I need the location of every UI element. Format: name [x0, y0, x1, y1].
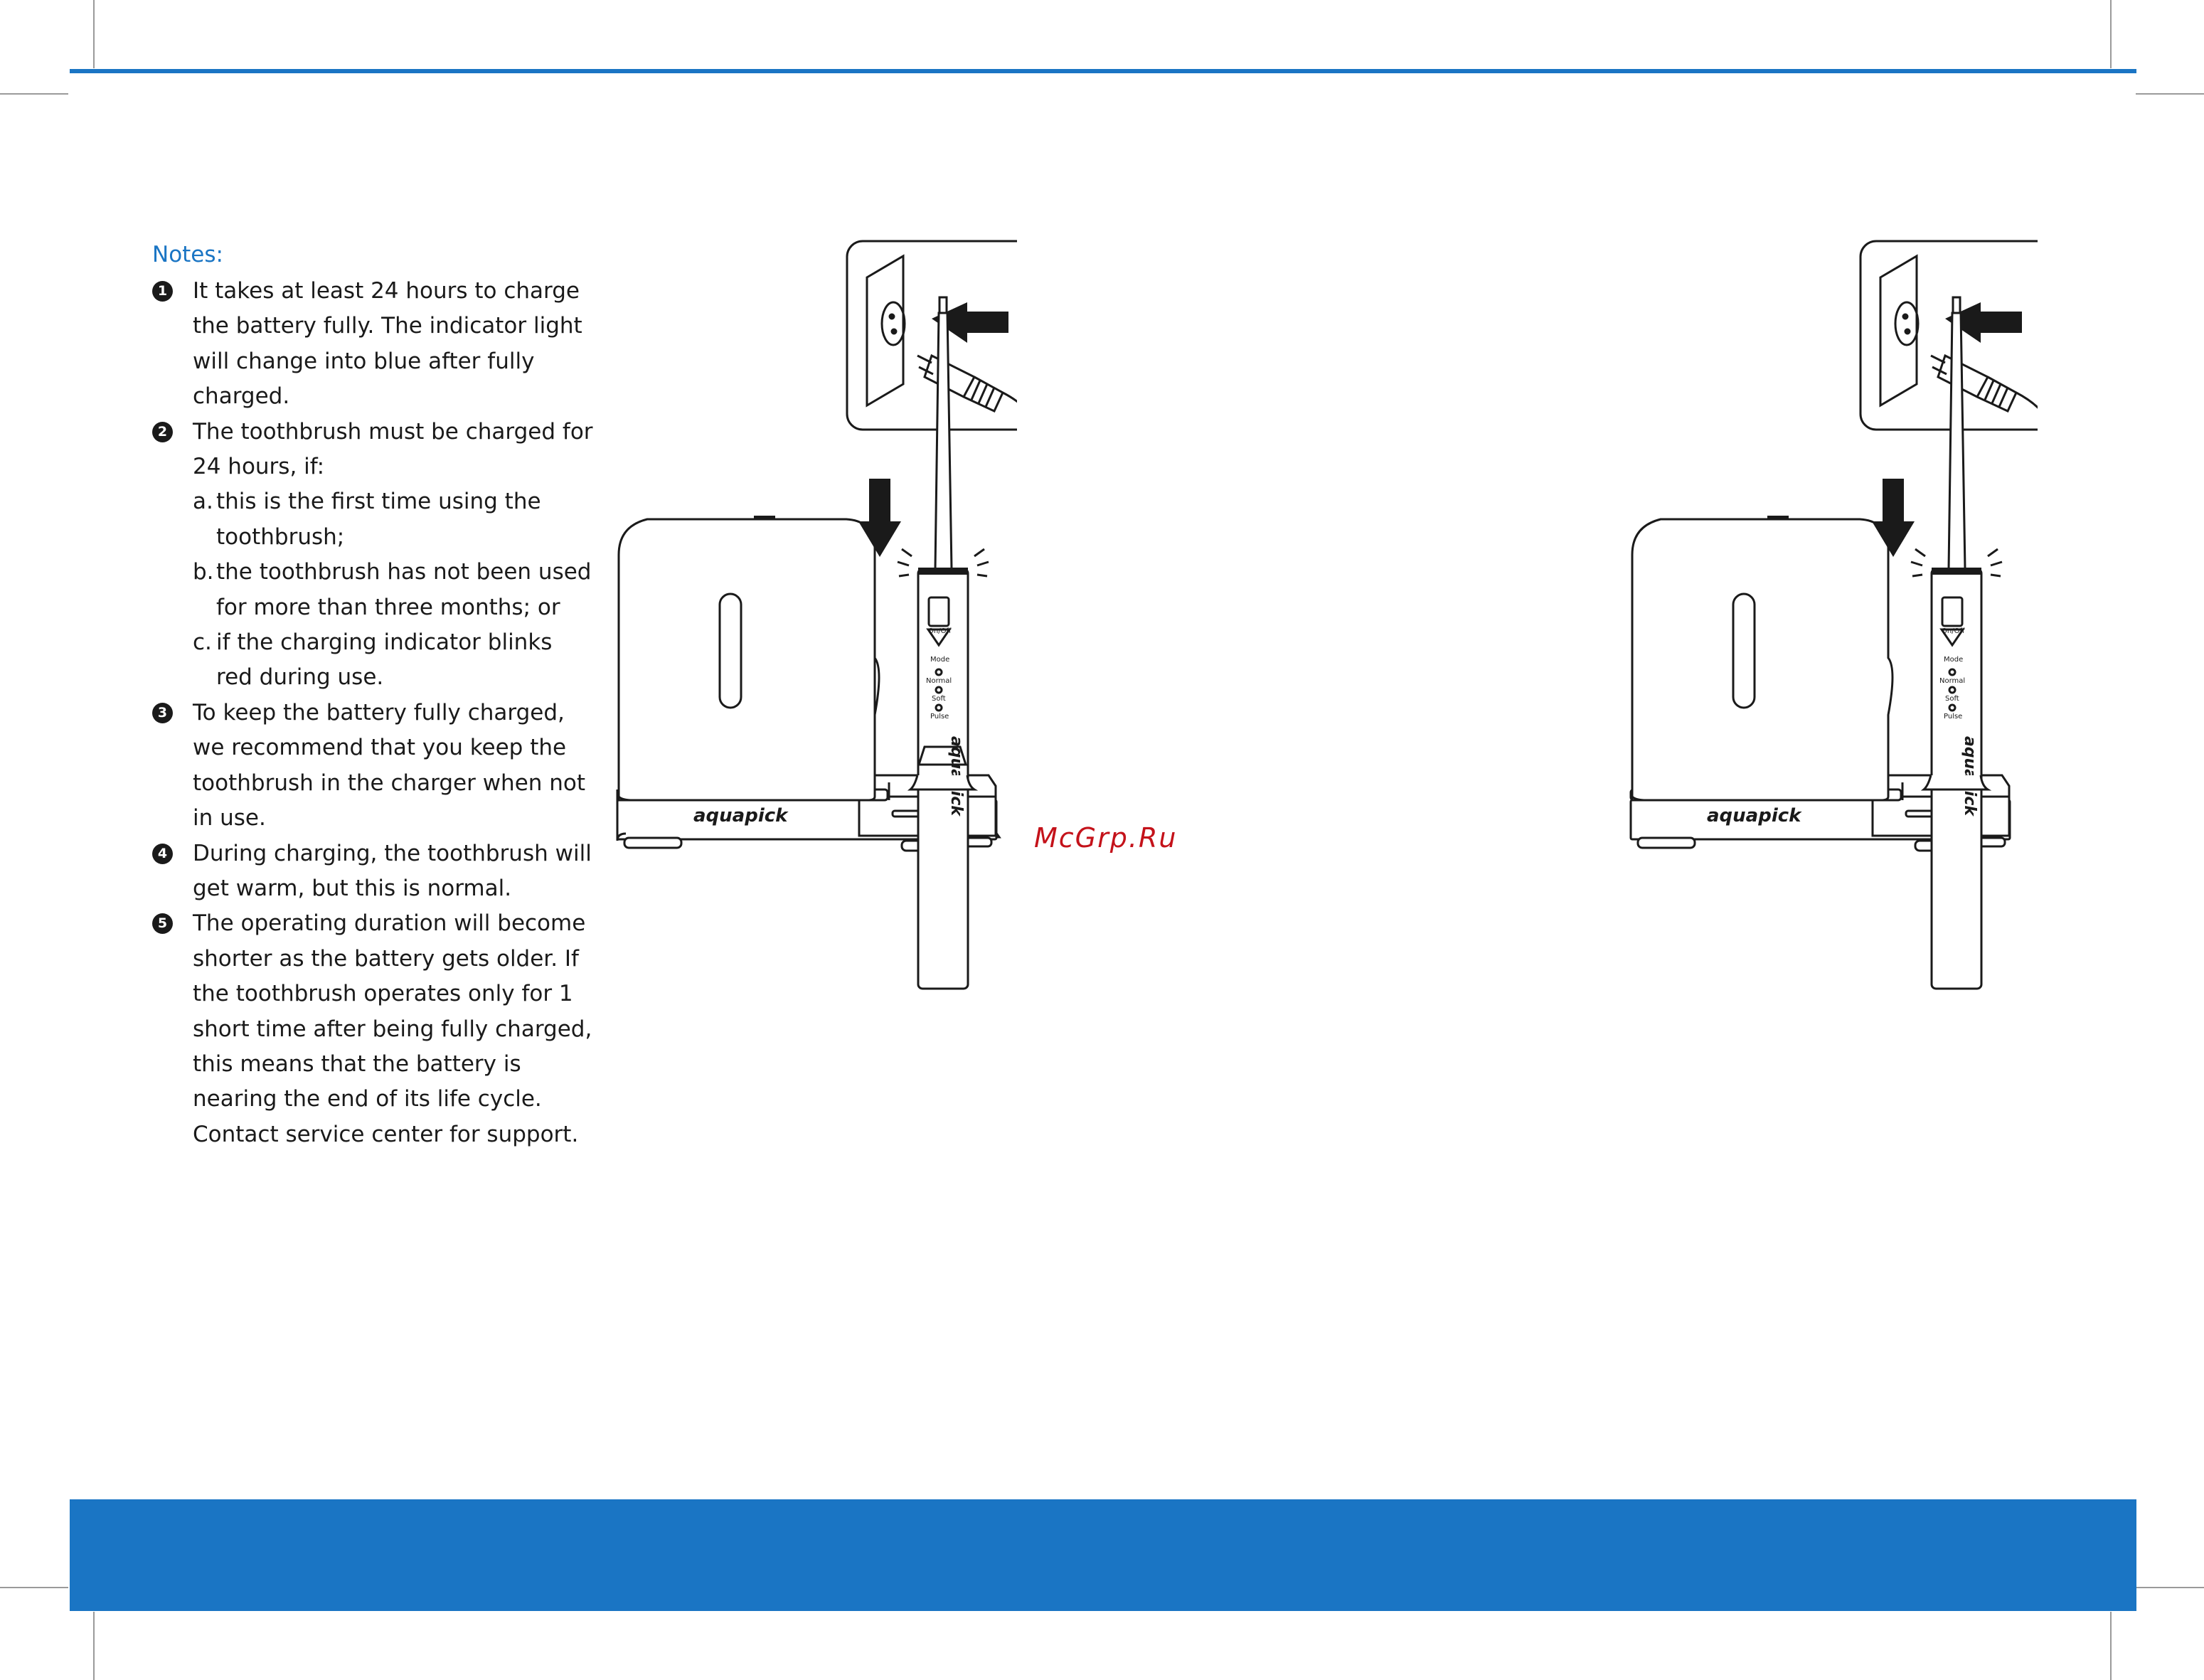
- subitem-text: this is the first time using the toothbrush;: [216, 489, 541, 550]
- note-text: The toothbrush must be charged for 24 hours, if:: [193, 418, 593, 480]
- note-text: The operating duration will become shorter as the battery gets older. If the toothbrush operates only for 1 short time after being fully charged, this means that the battery is nearing the end of its life cycle. Contact service center for support.: [193, 910, 592, 1147]
- crop-mark: [93, 1612, 95, 1680]
- crop-mark: [0, 93, 68, 95]
- note-text: To keep the battery fully charged, we recommend that you keep the toothbrush in the charger when not in use.: [193, 699, 586, 831]
- button-label-normal: Normal: [926, 677, 952, 685]
- button-label-mode: Mode: [930, 656, 950, 664]
- note-number-badge: 5: [152, 913, 173, 934]
- arrow-down-icon: [986, 957, 994, 999]
- charger-reservoir: [619, 518, 879, 846]
- note-text: During charging, the toothbrush will get warm, but this is normal.: [193, 840, 592, 901]
- crop-mark: [2136, 93, 2204, 95]
- charger-brand-logo: aquapick: [1707, 805, 1801, 826]
- note-text: It takes at least 24 hours to charge the battery fully. The indicator light will change into blue after fully charged.: [193, 278, 582, 410]
- crop-mark: [2136, 1587, 2204, 1588]
- note-number-badge: 2: [152, 422, 173, 442]
- charging-illustration: [1611, 235, 2038, 1209]
- button-label-soft: Soft: [1945, 695, 1959, 703]
- note-subitem: [193, 484, 593, 555]
- note-item: [152, 696, 593, 836]
- charging-illustration: [605, 235, 1017, 1209]
- subitem-label: b.: [193, 559, 214, 585]
- button-label-soft: Soft: [932, 695, 946, 703]
- note-item: [152, 415, 593, 696]
- charger-reservoir: [1632, 518, 1892, 801]
- plug-inset: [1860, 241, 2038, 430]
- button-label-mode: Mode: [1944, 656, 1964, 664]
- top-rule: [70, 69, 2136, 73]
- plug-inset: [847, 241, 1017, 430]
- bottom-band: [70, 1499, 2136, 1611]
- crop-mark: [2110, 0, 2112, 68]
- button-label-onoff: On/Off: [928, 627, 952, 635]
- note-number-badge: 3: [152, 703, 173, 723]
- subitem-label: c.: [193, 629, 212, 656]
- subitem-text: the toothbrush has not been used for more than three months; or: [216, 559, 592, 620]
- notes-title: Notes:: [152, 242, 223, 267]
- subitem-label: a.: [193, 489, 213, 515]
- button-label-pulse: Pulse: [930, 713, 949, 721]
- wall-outlet-icon: [1880, 256, 1917, 405]
- note-subitem: [193, 555, 593, 625]
- note-subitem: [193, 625, 593, 696]
- note-number-badge: 1: [152, 281, 173, 302]
- crop-mark: [93, 0, 95, 68]
- note-number-badge: 4: [152, 844, 173, 864]
- button-label-normal: Normal: [1939, 677, 1966, 685]
- crop-mark: [2110, 1612, 2112, 1680]
- watermark: McGrp.Ru: [1034, 822, 1178, 854]
- charger-brand-logo: aquapick: [693, 805, 788, 826]
- note-item: [152, 274, 593, 415]
- crop-mark: [0, 1587, 68, 1588]
- note-item: [152, 906, 593, 1152]
- wall-outlet-icon: [867, 256, 903, 405]
- subitem-text: if the charging indicator blinks red during use.: [216, 629, 553, 691]
- button-label-onoff: On/Off: [1942, 627, 1965, 635]
- button-label-pulse: Pulse: [1944, 713, 1963, 721]
- notes-section: [152, 239, 593, 1152]
- note-item: [152, 836, 593, 907]
